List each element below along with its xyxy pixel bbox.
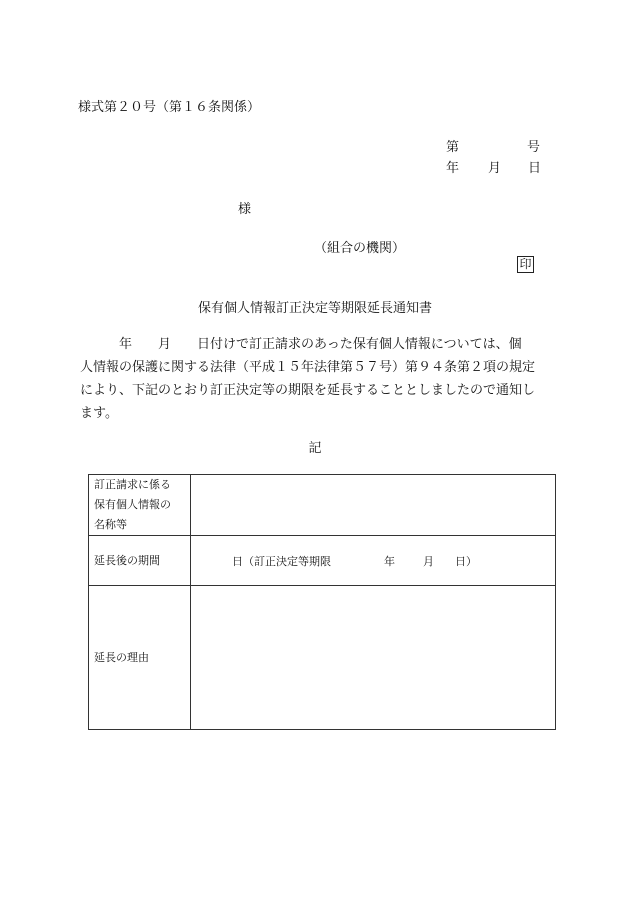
extension-reason-value: [191, 586, 556, 730]
deadline-month: 月: [423, 554, 434, 568]
table-row: [89, 475, 556, 536]
request-info-label: [89, 475, 191, 536]
deadline-day: 日）: [455, 554, 477, 568]
issue-date-year: 年: [446, 161, 460, 176]
request-info-value: [191, 475, 556, 536]
form-number: 様式第２０号（第１６条関係）: [78, 100, 261, 115]
body-line: ます。: [80, 406, 118, 421]
issue-date-month: 月: [488, 161, 502, 176]
request-info-label-line: 訂正請求に係る: [94, 478, 171, 491]
document-title: 保有個人情報訂正決定等期限延長通知書: [197, 301, 432, 316]
body-paragraph: [80, 333, 548, 425]
request-info-label-line: 保有個人情報の: [94, 498, 171, 511]
body-line: により、下記のとおり訂正決定等の期限を延長することとしましたので通知し: [80, 383, 536, 398]
details-table: [88, 474, 556, 730]
extended-period-label: 延長後の期間: [89, 536, 191, 586]
seal-mark: 印: [517, 256, 534, 273]
body-line: 年 月 日付けで訂正請求のあった保有個人情報については、個: [80, 337, 522, 352]
extended-period-value: [191, 536, 556, 586]
table-row: [89, 536, 556, 586]
document-number-prefix: 第: [446, 140, 460, 155]
table-row: [89, 586, 556, 730]
addressee-honorific: 様: [238, 202, 252, 217]
body-line: 人情報の保護に関する法律（平成１５年法律第５７号）第９４条第２項の規定: [80, 360, 536, 375]
extended-period-days: 日（訂正決定等期限: [232, 554, 331, 568]
extension-reason-label: 延長の理由: [89, 586, 191, 730]
sender-name: （組合の機関）: [314, 241, 406, 256]
document-number-suffix: 号: [526, 140, 540, 155]
ki-heading: 記: [308, 441, 322, 456]
deadline-year: 年: [384, 554, 395, 568]
issue-date-day: 日: [528, 161, 542, 176]
request-info-label-line: 名称等: [94, 518, 127, 531]
